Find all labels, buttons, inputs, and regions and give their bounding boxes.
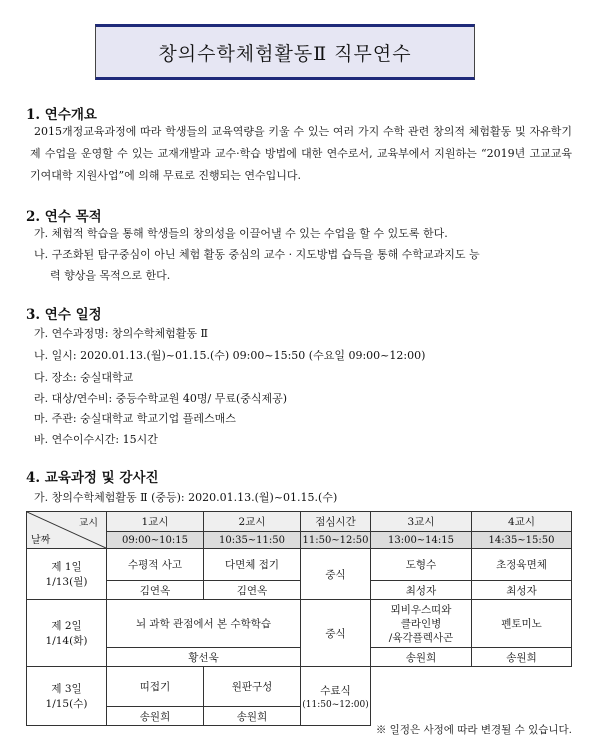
day-3-label xyxy=(27,667,107,726)
header-p2: 2교시 xyxy=(204,512,301,532)
day2-instructor-12: 황선욱 xyxy=(107,648,301,667)
day2-course-3 xyxy=(371,600,472,648)
page-title xyxy=(95,24,475,80)
day1-course-2: 다면체 접기 xyxy=(204,549,301,581)
day3-course-1: 띠접기 xyxy=(107,667,204,707)
closing-time: (11:50~12:00) xyxy=(302,699,369,710)
schedule-item: 라. 대상/연수비: 중등수학교원 40명/ 무료(중식제공) xyxy=(34,392,288,405)
day-1-date: 1/13(월) xyxy=(45,576,88,588)
day3-empty xyxy=(371,667,572,726)
purpose-a: 가. 체험적 학습을 통해 학생들의 창의성을 이끌어낼 수 있는 수업을 할 수 있도록 한다. xyxy=(34,227,448,240)
day-3-date: 1/15(수) xyxy=(45,698,88,710)
day1-instructor-1: 김연옥 xyxy=(107,581,204,600)
day-2-name: 제 2일 xyxy=(51,620,82,632)
schedule-table xyxy=(26,511,572,726)
section-1-heading: 1. 연수개요 xyxy=(26,107,97,123)
section-1-text: 2015개정교육과정에 따라 학생들의 교육역량을 키울 수 있는 여러 가지 수학 관련 창의적 체험활동 및 자유학기제 수업을 운영할 수 있는 교재개발과 교수·학습 방법에 대한 연수로서, 교육부에서 지원하는 “2019년 고교교육 기여대학 지원사업”에 의해 무료로 진행되는 연수입니다. xyxy=(30,125,572,182)
title-text: 창의수학체험활동Ⅱ 직무연수 xyxy=(158,42,412,65)
schedule-item: 다. 장소: 숭실대학교 xyxy=(34,371,134,384)
time-lunch: 11:50~12:50 xyxy=(301,532,371,549)
time-p4: 14:35~15:50 xyxy=(472,532,572,549)
day-2-label xyxy=(27,600,107,667)
section-4-sub: 가. 창의수학체험활동 Ⅱ (중등): 2020.01.13.(월)~01.15.(수) xyxy=(34,491,338,504)
day-2-date: 1/14(화) xyxy=(45,635,88,647)
header-lunch: 점심시간 xyxy=(301,512,371,532)
corner-period-label: 교시 xyxy=(78,518,98,529)
day1-lunch: 중식 xyxy=(301,549,371,600)
day2-course-3-line2: 클라인병 xyxy=(400,617,442,630)
purpose-b-line2: 력 향상을 목적으로 한다. xyxy=(50,269,171,282)
purpose-b-line1: 나. 구조화된 탐구중심이 아닌 체험 활동 중심의 교수 · 지도방법 습득을 통해 수학교과지도 능 xyxy=(34,248,480,261)
header-p3: 3교시 xyxy=(371,512,472,532)
schedule-item: 가. 연수과정명: 창의수학체험활동 Ⅱ xyxy=(34,327,208,340)
time-p1: 09:00~10:15 xyxy=(107,532,204,549)
day1-instructor-4: 최성자 xyxy=(472,581,572,600)
header-p4: 4교시 xyxy=(472,512,572,532)
section-3-heading: 3. 연수 일정 xyxy=(26,307,102,323)
day-1-name: 제 1일 xyxy=(51,561,82,573)
corner-date-label: 날짜 xyxy=(31,535,51,546)
day3-instructor-2: 송원희 xyxy=(204,707,301,726)
day2-course-3-line1: 뫼비우스띠와 xyxy=(390,603,452,616)
footnote: ※ 일정은 사정에 따라 변경될 수 있습니다. xyxy=(375,724,572,736)
section-2-list xyxy=(34,223,574,286)
time-p2: 10:35~11:50 xyxy=(204,532,301,549)
day1-instructor-2: 김연옥 xyxy=(204,581,301,600)
day2-course-3-line3: /육각플렉사곤 xyxy=(388,631,454,644)
day2-instructor-3: 송원희 xyxy=(371,648,472,667)
section-2-heading: 2. 연수 목적 xyxy=(26,209,102,225)
day1-course-1: 수평적 사고 xyxy=(107,549,204,581)
closing-label: 수료식 xyxy=(320,684,351,697)
day2-lunch: 중식 xyxy=(301,600,371,667)
day2-course-12: 뇌 과학 관점에서 본 수학학습 xyxy=(107,600,301,648)
day1-instructor-3: 최성자 xyxy=(371,581,472,600)
section-4-heading: 4. 교육과정 및 강사진 xyxy=(26,470,159,486)
day2-course-4: 펜토미노 xyxy=(472,600,572,648)
day-3-name: 제 3일 xyxy=(51,683,82,695)
day1-course-3: 도형수 xyxy=(371,549,472,581)
day2-instructor-4: 송원희 xyxy=(472,648,572,667)
header-p1: 1교시 xyxy=(107,512,204,532)
day1-course-4: 초정육면체 xyxy=(472,549,572,581)
time-p3: 13:00~14:15 xyxy=(371,532,472,549)
schedule-item: 마. 주관: 숭실대학교 학교기업 플레스매스 xyxy=(34,412,236,425)
day3-instructor-1: 송원희 xyxy=(107,707,204,726)
day-1-label xyxy=(27,549,107,600)
table-corner xyxy=(27,512,107,549)
day3-course-2: 원판구성 xyxy=(204,667,301,707)
day3-closing xyxy=(301,667,371,726)
schedule-item: 나. 일시: 2020.01.13.(월)~01.15.(수) 09:00~15:50 (수요일 09:00~12:00) xyxy=(34,349,426,362)
schedule-item: 바. 연수이수시간: 15시간 xyxy=(34,433,158,446)
